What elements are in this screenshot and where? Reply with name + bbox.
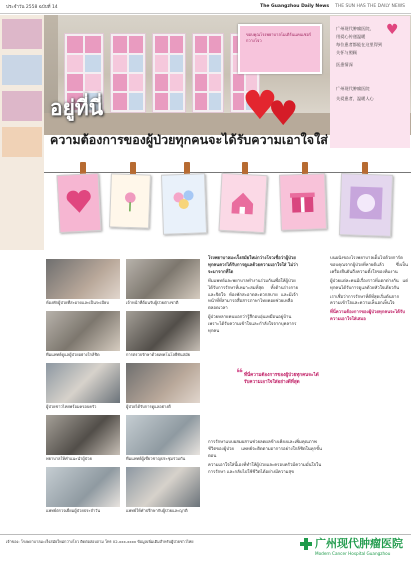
photo-caption: พยาบาลให้คำแนะนำผู้ป่วย [46,456,92,461]
photo-caption: การตรวจรักษาด้วยเทคโนโลยีทันสมัย [126,352,191,357]
left-column-strip [0,15,44,250]
gift-icon [285,181,321,220]
photo [46,311,120,351]
hanging-card [161,173,207,234]
photo-caption: ห้องพักผู้ป่วยที่สะอาดและเป็นระเบียบ [46,300,109,305]
heart-icon: ♥ [268,94,299,134]
hanging-card [279,173,327,231]
sidebar-line: 每位患者都能在这里得到 [336,42,383,47]
decor-image [2,127,42,157]
medical-cross-icon [300,538,312,550]
article-paragraph: ผู้ป่วยแต่ละคนมีเรื่องราวที่แตกต่างกัน แต่ทุกคนได้รับการดูแลด้วยหัวใจเดียวกัน [330,278,408,291]
photo-caption: ทีมแพทย์ดูแลผู้ป่วยอย่างใกล้ชิด [46,352,100,357]
card-board [110,33,146,113]
heart-icon [62,181,96,222]
footer-text: เจ้าของ: โรงพยาบาลมะเร็งสมัยใหม่กว่างโจว ติดต่อสอบถาม โทร 02-xxx-xxxx ข้อมูลเพิ่มเติมสำหรับผู้ป่วยชาวไทย [6,539,194,544]
article-paragraph: บนผนังของโรงพยาบาลเต็มไปด้วยการ์ดขอบคุณจากผู้ป่วยที่หายดีแล้ว ซึ่งเป็นเครื่องยืนยันถึงความตั้งใจของทีมงาน [330,256,408,275]
chinese-sidebar [330,16,410,148]
heart-icon: ♥ [242,83,278,129]
hanging-card [57,173,102,233]
sidebar-line: 关怀与照顾 [336,50,357,55]
photo [46,415,120,455]
photo [46,467,120,507]
decor-image [2,19,42,49]
photo-caption: แพทย์ให้คำปรึกษากับผู้ป่วยและญาติ [126,508,188,513]
thank-you-card [238,24,322,74]
pull-quote [236,366,322,432]
decor-image [2,55,42,85]
card-board [152,33,186,113]
photo-caption: เจ้าหน้าที่ต้อนรับผู้ป่วยต่างชาติ [126,300,179,305]
hanging-card [339,173,393,237]
red-hearts-graphic [242,83,299,134]
hospital-logo [300,537,403,556]
article-paragraph: ทีมแพทย์และพยาบาลทำงานร่วมกันเพื่อให้ผู้ป่วยได้รับการรักษาที่เหมาะสมที่สุด ทั้งด้านร่างกายและจิตใจ ห้องพักสะอาดสะดวกสบาย และมีเจ้าหน้าที่ที่สามารถสื่อสารภาษาไทยคอยช่วยเหลือตลอดเวลา [208,278,298,312]
photo [126,415,200,455]
pull-quote-text: ที่นี่ความต้องการของผู้ป่วยทุกคนจะได้รับความเอาใจใส่อย่างดีที่สุด [244,373,319,385]
photo-caption: ผู้ป่วยได้รับการดูแลอย่างดี [126,404,171,409]
sidebar-line: 关爱患者，温暖人心 [336,96,374,101]
card-board [192,33,224,113]
main-headline: อยู่ที่นี่ [50,96,104,120]
logo-name: 广州现代肿瘤医院 [315,537,403,550]
house-icon [224,181,261,222]
sub-headline: ความต้องการของผู้ป่วยทุกคนจะได้รับความเอาใจใส่ [50,132,328,147]
article-column-3 [330,256,408,532]
quote-mark-icon: ❝ [236,366,244,380]
article-column-1 [208,256,298,364]
publication-name: The Guangzhou Daily News [260,4,330,9]
hanging-card [219,173,268,233]
flower-icon [114,181,146,218]
article-paragraph: โรงพยาบาลมะเร็งสมัยใหม่กว่างโจวเชื่อว่าผู้ป่วยทุกคนควรได้รับการดูแลด้วยความเอาใจใส่ ไม่ว่าจะมาจากที่ใด [208,256,298,275]
issue-date: ประจำวัน 2558 ฉบับที่ 14 [6,5,58,10]
sidebar-line: 用爱心传递温暖 [336,34,366,39]
decor-image [2,91,42,121]
heart-icon: ♥ [386,22,399,38]
photo [46,259,120,299]
article-paragraph: ผู้ป่วยหลายคนบอกว่ารู้สึกอบอุ่นเหมือนอยู่บ้าน เพราะได้รับความเข้าใจและกำลังใจจากบุคลากรทุกคน [208,315,297,335]
publication-tagline: THE SUN HAS THE DAILY NEWS [335,4,405,9]
hanging-card [109,173,151,228]
sidebar-line: 医患情深 [336,62,353,67]
article-paragraph: ความเอาใจใส่นี้เองที่ทำให้ผู้ป่วยและครอบครัวมีความมั่นใจในการรักษา และกลับไปใช้ชีวิตได้อย่างมีความสุข [208,462,322,475]
photo [126,259,200,299]
article-column-2 [208,440,322,532]
article-paragraph: เราเชื่อว่าการรักษาที่ดีที่สุดเริ่มต้นจากความเข้าใจและความเห็นอกเห็นใจ [330,294,400,307]
photo-caption: แพทย์ตรวจเยี่ยมผู้ป่วยประจำวัน [46,508,101,513]
footer [0,534,411,564]
article-paragraph: ที่นี่ความต้องการของผู้ป่วยทุกคนจะได้รับความเอาใจใส่เสมอ [330,310,405,323]
pattern-icon [345,182,386,225]
photo-caption: ทีมแพทย์ผู้เชี่ยวชาญประชุมร่วมกัน [126,456,186,461]
photo [126,311,200,351]
photo [126,467,200,507]
top-bar [0,0,411,14]
article-paragraph: การรักษาแบบผสมผสานช่วยลดผลข้างเคียงและเพิ่มคุณภาพชีวิตของผู้ป่วย แพทย์จะติดตามอาการอย่างใกล้ชิดในทุกขั้นตอน [208,440,322,459]
photo [126,363,200,403]
balloon-icon [166,181,201,223]
photo [46,363,120,403]
photo-caption: ผู้ป่วยชาวไทยพร้อมครอบครัว [46,404,97,409]
logo-english: Modern Cancer Hospital Guangzhou [315,551,391,556]
sidebar-line: 广州现代肿瘤医院 [336,86,370,91]
thank-you-card-text: ขอบคุณโรงพยาบาลโมเดิร์นแคนเซอร์กวางโจว [246,32,312,43]
sidebar-line: 广州现代肿瘤医院， [336,26,374,31]
hanging-cards [44,152,411,252]
